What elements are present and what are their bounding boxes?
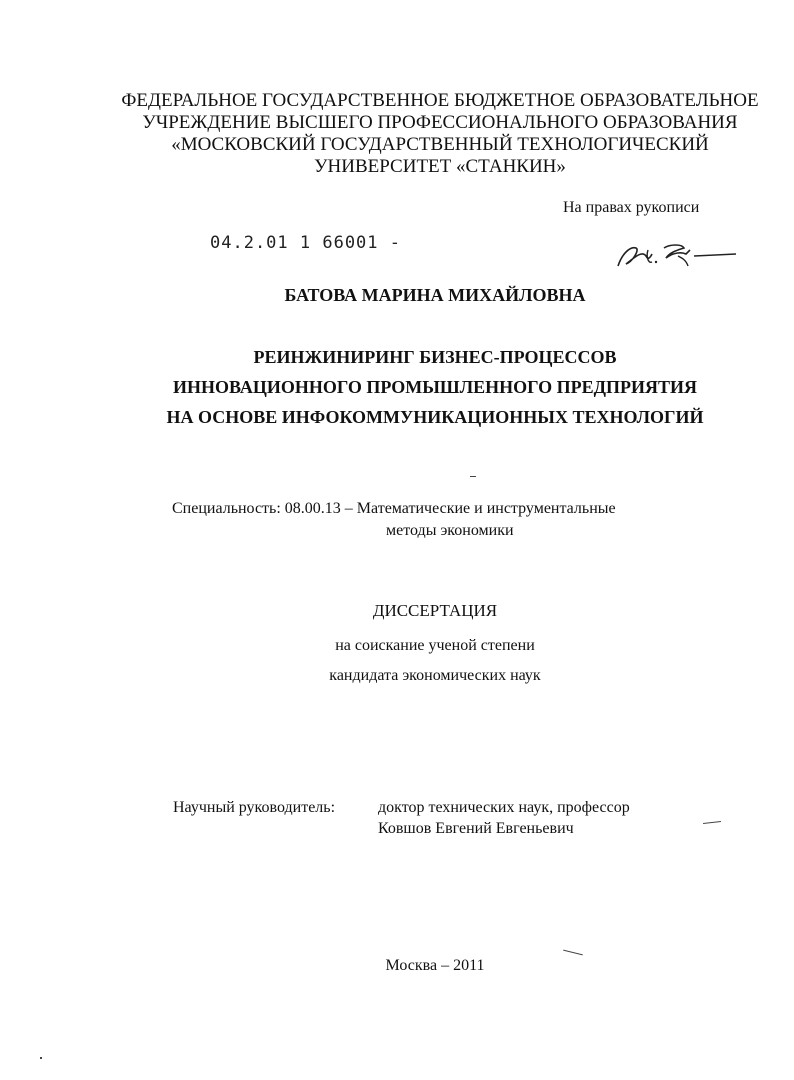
degree-line: кандидата экономических наук [329, 667, 541, 684]
supervisor-name: Ковшов Евгений Евгеньевич [378, 820, 574, 837]
organization-line: УНИВЕРСИТЕТ «СТАНКИН» [314, 156, 566, 177]
degree-line: на соискание ученой степени [335, 637, 535, 654]
stray-mark [703, 821, 721, 824]
organization-line: ФЕДЕРАЛЬНОЕ ГОСУДАРСТВЕННОЕ БЮДЖЕТНОЕ ОБРАЗОВАТЕЛЬНОЕ [121, 90, 759, 111]
organization-header [80, 90, 794, 178]
title-line: РЕИНЖИНИРИНГ БИЗНЕС-ПРОЦЕССОВ [253, 347, 617, 367]
title-line: НА ОСНОВЕ ИНФОКОММУНИКАЦИОННЫХ ТЕХНОЛОГИЙ [166, 407, 704, 427]
organization-line: УЧРЕЖДЕНИЕ ВЫСШЕГО ПРОФЕССИОНАЛЬНОГО ОБРАЗОВАНИЯ [142, 112, 738, 133]
supervisor-label: Научный руководитель: [173, 799, 336, 816]
supervisor-degree: доктор технических наук, профессор [378, 799, 630, 816]
dissertation-title [0, 342, 794, 432]
title-line: ИННОВАЦИОННОГО ПРОМЫШЛЕННОГО ПРЕДПРИЯТИЯ [172, 377, 698, 397]
stray-mark [563, 950, 583, 956]
specialty-line: методы экономики [386, 522, 514, 539]
specialty-line: Специальность: 08.00.13 – Математические и инструментальные [172, 500, 616, 517]
stray-mark [470, 476, 476, 477]
signature-icon [612, 236, 740, 272]
rights-note: На правах рукописи [563, 199, 700, 216]
organization-line: «МОСКОВСКИЙ ГОСУДАРСТВЕННЫЙ ТЕХНОЛОГИЧЕСКИЙ [171, 134, 709, 155]
registration-number: 04.2.01 1 66001 - [210, 233, 401, 253]
stray-dot [40, 1057, 42, 1059]
document-type: ДИССЕРТАЦИЯ [372, 601, 498, 620]
degree-block [0, 631, 794, 691]
city-year: Москва – 2011 [385, 957, 485, 974]
author-name: БАТОВА МАРИНА МИХАЙЛОВНА [284, 285, 586, 305]
